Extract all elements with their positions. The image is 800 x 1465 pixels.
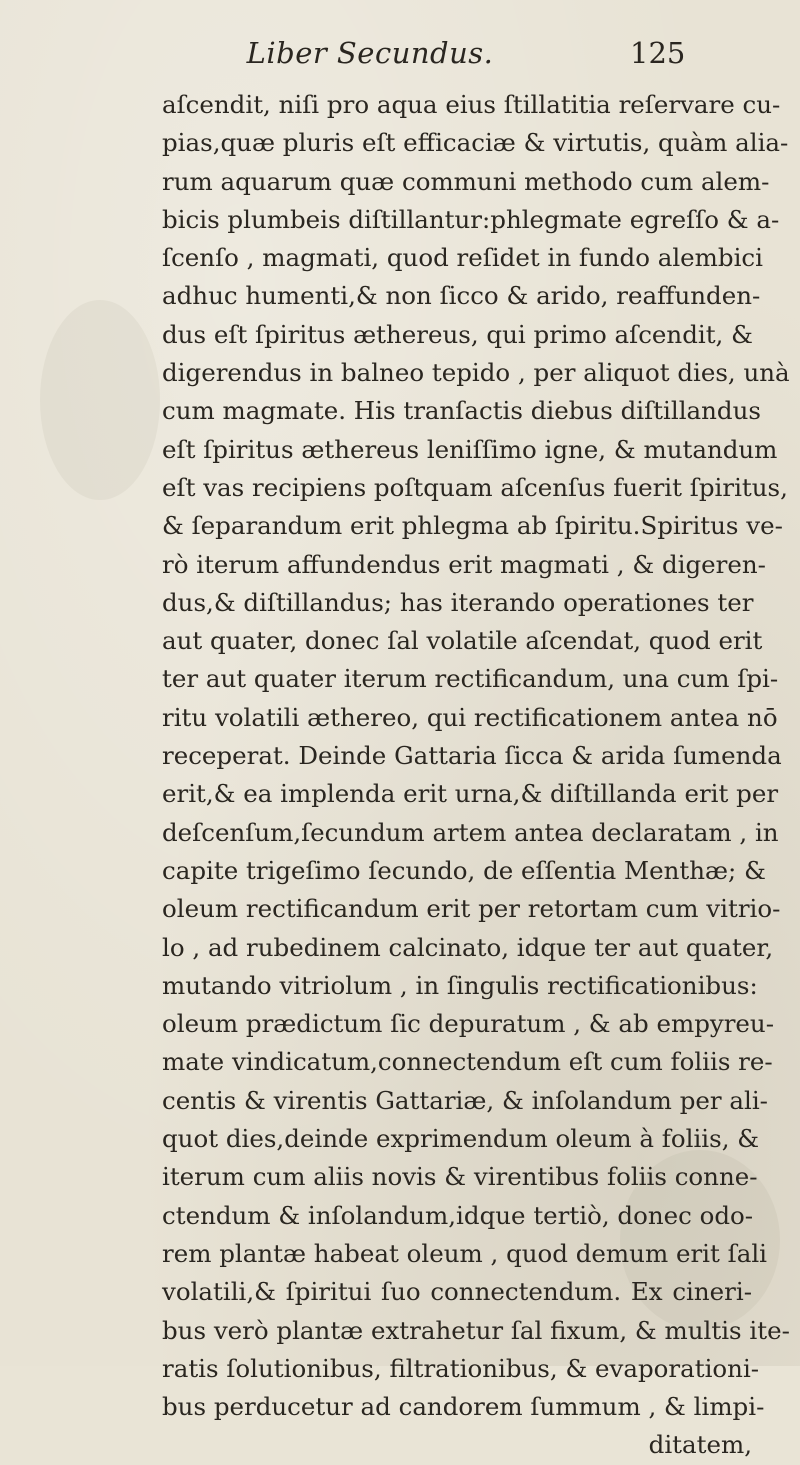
text-line: oleum prædictum ſic depuratum , & ab empyreu-	[162, 1009, 774, 1039]
text-line: receperat. Deinde Gattaria ſicca & arida ſumenda	[162, 741, 782, 771]
text-line: mate vindicatum,connectendum eſt cum foliis re-	[162, 1047, 773, 1077]
text-line: eſt vas recipiens poſtquam aſcenſus fuerit ſpiritus,	[162, 472, 788, 502]
text-line: quot dies,deinde exprimendum oleum à foliis, &	[162, 1124, 760, 1154]
running-title: Liber Secundus.	[246, 36, 494, 70]
text-line: ſcenſo , magmati, quod reſidet in fundo alembici	[162, 243, 763, 273]
text-line: bus perducetur ad candorem ſummum , & limpi-	[162, 1392, 765, 1422]
text-line: rò iterum affundendus erit magmati , & digeren-	[162, 549, 766, 579]
text-line: deſcenſum,ſecundum artem antea declaratam , in	[162, 817, 779, 847]
text-line: volatili,& ſpiritui ſuo connectendum. Ex cineri-	[162, 1277, 752, 1307]
text-line: eſt ſpiritus æthereus leniſſimo igne, & mutandum	[162, 434, 778, 464]
text-line: rem plantæ habeat oleum , quod demum erit ſali	[162, 1238, 767, 1268]
text-line: ctendum & inſolandum,idque tertiò, donec odo-	[162, 1200, 754, 1230]
paper-stain	[40, 300, 160, 500]
text-line: capite trigeſimo ſecundo, de eſſentia Menthæ; &	[162, 855, 766, 885]
text-line: pias,quæ pluris eſt efficaciæ & virtutis, quàm alia-	[162, 128, 789, 158]
page-number: 125	[630, 36, 686, 70]
body-text	[162, 86, 790, 1465]
text-line: dus,& diſtillandus; has iterando operationes ter	[162, 587, 754, 617]
text-line: ritu volatili æthereo, qui rectificationem antea nō	[162, 702, 778, 732]
text-line: bicis plumbeis diſtillantur:phlegmate egreſſo & a-	[162, 204, 780, 234]
text-line: erit,& ea implenda erit urna,& diſtillanda erit per	[162, 779, 779, 809]
text-line: oleum rectificandum erit per retortam cum vitrio-	[162, 894, 781, 924]
text-line: aſcendit, niſi pro aqua eius ſtillatitia reſervare cu-	[162, 90, 781, 119]
text-line: adhuc humenti,& non ſicco & arido, reaffunden-	[162, 281, 761, 311]
text-line: iterum cum aliis novis & virentibus foliis conne-	[162, 1162, 758, 1192]
text-line: ratis ſolutionibus, filtrationibus, & evaporationi-	[162, 1353, 760, 1383]
text-line: digerendus in balneo tepido , per aliquot dies, unà	[162, 358, 790, 388]
text-line: rum aquarum quæ communi methodo cum alem-	[162, 166, 770, 196]
text-line: lo , ad rubedinem calcinato, idque ter aut quater,	[162, 932, 774, 962]
text-line: ter aut quater iterum rectificandum, una cum ſpi-	[162, 664, 779, 694]
text-line: centis & virentis Gattariæ, & inſolandum per ali-	[162, 1085, 768, 1115]
text-line: mutando vitriolum , in ſingulis rectificationibus:	[162, 970, 758, 1000]
catchword: ditatem,	[648, 1430, 752, 1460]
text-line: & ſeparandum erit phlegma ab ſpiritu.Spiritus ve-	[162, 511, 783, 541]
page-header	[0, 34, 800, 74]
text-line: dus eſt ſpiritus æthereus, qui primo aſcendit, &	[162, 319, 753, 349]
text-line: cum magmate. His tranſactis diebus diſtillandus	[162, 396, 761, 426]
text-line: aut quater, donec ſal volatile aſcendat, quod erit	[162, 626, 763, 656]
text-line: bus verò plantæ extrahetur ſal fixum, & multis ite-	[162, 1315, 790, 1345]
